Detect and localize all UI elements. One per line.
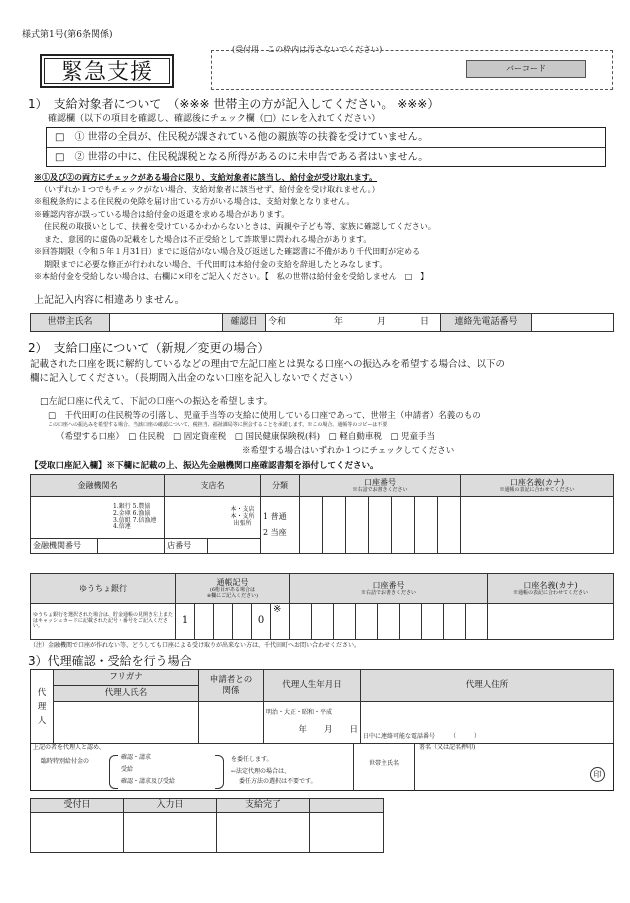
page-title: 緊急支援: [60, 60, 153, 85]
account-heading: 【受取口座記入欄】※下欄に記載の上、振込先金融機関口座確認書類を添付してください。: [30, 461, 379, 471]
head-info-table: [30, 313, 614, 332]
bank-code-input[interactable]: [98, 539, 165, 554]
acct-digit[interactable]: [369, 497, 392, 554]
branch-code-label: 店番号: [165, 539, 208, 554]
section1-heading: 1） 支給対象者について （※※※ 世帯主の方が記入してください。 ※※※）: [28, 97, 440, 111]
passbook-extra[interactable]: ※: [271, 604, 290, 640]
office-table: [30, 798, 384, 853]
agree-text: 上記記入内容に相違ありません。: [34, 295, 185, 306]
holder-label: 口座名義(カナ) ※通帳の表記に合わせてください: [461, 475, 614, 497]
relation-label: 申請者との 関係: [199, 670, 264, 702]
account-type-options[interactable]: （希望する口座） □ 住民税 □ 固定資産税 □ 国民健康保険税(料) □ 軽自動車税 □ 児童手当: [56, 432, 436, 442]
consent-note: この口座への振込みを希望する場合、当該口座の確認について、税担当、福祉課局等に照会することを承諾します。※この場合、通帳等のコピーは不要: [48, 422, 388, 428]
yucho-digit[interactable]: [356, 604, 378, 640]
acct-digit[interactable]: [323, 497, 346, 554]
passbook-digit: 0: [252, 604, 271, 640]
note: 住民税の取扱いとして、扶養を受けているかわからないときは、両親や子ども等、家族に確認してください。: [44, 222, 436, 231]
option-receive[interactable]: 受給: [121, 766, 134, 773]
received-input[interactable]: [31, 813, 124, 853]
phone-input[interactable]: [532, 314, 614, 332]
birthdate-label: 代理人生年月日: [264, 670, 361, 702]
acct-digit[interactable]: [300, 497, 323, 554]
yucho-table: [30, 573, 614, 640]
account-number-label: 口座番号 ※右詰でお書きください: [300, 475, 461, 497]
signature-field[interactable]: 署名（又は記名押印) 印: [415, 743, 613, 791]
yucho-note: ゆうちょ銀行を選択された場合は、貯金通帳の見開き左上またはキャッシュカードに記載された記号・番号をご記入ください。: [31, 604, 176, 640]
head-name-label: 世帯主氏名: [31, 314, 110, 332]
receipt-note: (受付用 この枠内は汚さないでください): [232, 45, 383, 54]
acct-digit[interactable]: [346, 497, 369, 554]
yucho-digit[interactable]: [378, 604, 400, 640]
birthdate-input[interactable]: 明治・大正・昭和・平成 年 月 日: [264, 702, 361, 744]
yucho-digit[interactable]: [290, 604, 312, 640]
note: ※租税条約による住民税の免除を届け出ている方がいる場合は、支給対象となりません。: [34, 197, 355, 206]
note: （いずれか１つでもチェックがない場合、支給対象者に該当せず、給付金を受け取れません。）: [40, 184, 380, 194]
note: ※回答期限（令和５年１月31日）までに返信がない場合及び返送した確認書に不備があり千代田町が定める: [34, 247, 421, 256]
note: ※本給付金を受給しない場合は、右欄に×印をご記入ください。【 私の世帯は給付金を受給しません □ 】: [34, 272, 429, 281]
section3-heading: 3）代理確認・受給を行う場合: [28, 654, 192, 668]
agent-name-input[interactable]: [54, 702, 199, 744]
yucho-digit[interactable]: [422, 604, 444, 640]
note: また、意図的に虚偽の記載をした場合は不正受給として詐欺罪に問われる場合があります。: [44, 234, 372, 244]
check-2[interactable]: □ ② 世帯の中に、住民税課税となる所得があるのに未申告である者はいません。: [55, 152, 429, 163]
note: ※①及び②の両方にチェックがある場合に限り、支給対象者に該当し、給付金が受け取れます。: [34, 172, 378, 182]
yucho-holder-input[interactable]: [488, 604, 614, 640]
delegation-text: 上記の者を代理人と認め、 臨時特別給付金の 確認・請求 受給 確認・請求及び受給 を委任します。 ←法定代理の場合は、 委任方法の選択は不要です。: [31, 743, 351, 791]
barcode: バーコード: [466, 60, 586, 78]
agent-table: [30, 669, 614, 744]
address-input[interactable]: 日中に連絡可能な電話番号 （ ）: [361, 702, 614, 744]
alt-account-option[interactable]: □左記口座に代えて、下記の口座への振込を希望します。: [40, 397, 273, 407]
confirm-date-input[interactable]: 令和 年 月 日: [266, 314, 441, 332]
note: ※確認内容が誤っている場合は給付金の返還を求める場合があります。: [34, 209, 290, 219]
yucho-digit[interactable]: [334, 604, 356, 640]
existing-account-option[interactable]: □ 千代田町の住民税等の引落し、児童手当等の支給に使用している口座であって、世帯主（申請者）名義のもの: [48, 411, 481, 421]
form-number: 様式第1号(第6条関係): [22, 30, 113, 40]
passbook-digit[interactable]: [214, 604, 233, 640]
seal-mark: 印: [590, 767, 605, 782]
office-blank-input[interactable]: [310, 813, 384, 853]
branch-name-label: 支店名: [165, 475, 261, 497]
furigana-label: フリガナ: [54, 670, 199, 686]
bank-footnote: （注）金融機関で口座が作れない等、どうしても口座による受け取りが出来ない方は、千代田町へお問い合わせください。: [30, 642, 361, 649]
check-1[interactable]: □ ① 世帯の全員が、住民税が課されている他の親族等の扶養を受けていません。: [55, 132, 429, 143]
relation-input[interactable]: [199, 702, 264, 744]
head-name-input[interactable]: [110, 314, 223, 332]
notes: [34, 171, 614, 284]
title-box: [40, 54, 174, 88]
section2-intro-1: 記載された口座を既に解約しているなどの理由で左記口座とは異なる口座への振込みを希望する場合は、以下の: [30, 359, 506, 370]
confirm-box: [46, 127, 606, 167]
agent-name-label: 代理人氏名: [54, 686, 199, 702]
holder-input[interactable]: [461, 497, 614, 554]
passbook-label: 通帳記号 (6桁目がある場合は ※欄にご記入ください): [176, 574, 290, 604]
passbook-digit: 1: [176, 604, 195, 640]
account-type-select[interactable]: 1 普通 2 当座: [261, 497, 300, 554]
yucho-digit[interactable]: [466, 604, 488, 640]
acct-digit[interactable]: [438, 497, 461, 554]
bank-name-label: 金融機関名: [31, 475, 165, 497]
section2-heading: 2） 支給口座について（新規／変更の場合）: [28, 341, 270, 355]
acct-digit[interactable]: [392, 497, 415, 554]
bank-name-input[interactable]: 1.銀行 5.農協 2.金庫 6.漁協 3.信組 7.信漁連 4.信連: [31, 497, 165, 539]
phone-label: 連絡先電話番号: [441, 314, 532, 332]
option-confirm[interactable]: 確認・請求: [121, 754, 152, 761]
section2-intro-2: 欄に記入してください。（長期間入出金のない口座を記入しないでください）: [30, 373, 358, 384]
delegation-box: [30, 743, 614, 791]
branch-name-input[interactable]: 本・支店 本・支所 出張所: [165, 497, 261, 539]
yucho-digit[interactable]: [444, 604, 466, 640]
yucho-number-label: 口座番号 ※右詰でお書きください: [290, 574, 488, 604]
address-label: 代理人住所: [361, 670, 614, 702]
acct-digit[interactable]: [415, 497, 438, 554]
received-label: 受付日: [31, 799, 124, 813]
note: 期限までに必要な修正が行われない場合、千代田町は本給付金の支給を辞退したとみなします。: [44, 259, 388, 269]
yucho-digit[interactable]: [400, 604, 422, 640]
completed-label: 支給完了: [217, 799, 310, 813]
entered-label: 入力日: [124, 799, 217, 813]
branch-code-input[interactable]: [208, 539, 261, 554]
bank-code-label: 金融機関番号: [31, 539, 98, 554]
type-label: 分類: [261, 475, 300, 497]
confirm-date-label: 確認日: [223, 314, 266, 332]
yucho-holder-label: 口座名義(カナ) ※通帳の表記に合わせてください: [488, 574, 614, 604]
option-both[interactable]: 確認・請求及び受給: [121, 778, 176, 785]
head-name-label-2: 世帯主氏名: [353, 743, 415, 791]
confirm-intro: 確認欄（以下の項目を確認し、確認後にチェック欄（□）にレを入れてください）: [48, 114, 381, 124]
bank-table: [30, 474, 614, 554]
office-blank-label: [310, 799, 384, 813]
yucho-label: ゆうちょ銀行: [31, 574, 176, 604]
yucho-digit[interactable]: [312, 604, 334, 640]
agent-label: 代 理 人: [31, 670, 54, 744]
passbook-digit[interactable]: [233, 604, 252, 640]
completed-input[interactable]: [217, 813, 310, 853]
entered-input[interactable]: [124, 813, 217, 853]
choose-one-note: ※希望する場合はいずれか１つにチェックしてください: [242, 446, 455, 456]
passbook-digit[interactable]: [195, 604, 214, 640]
